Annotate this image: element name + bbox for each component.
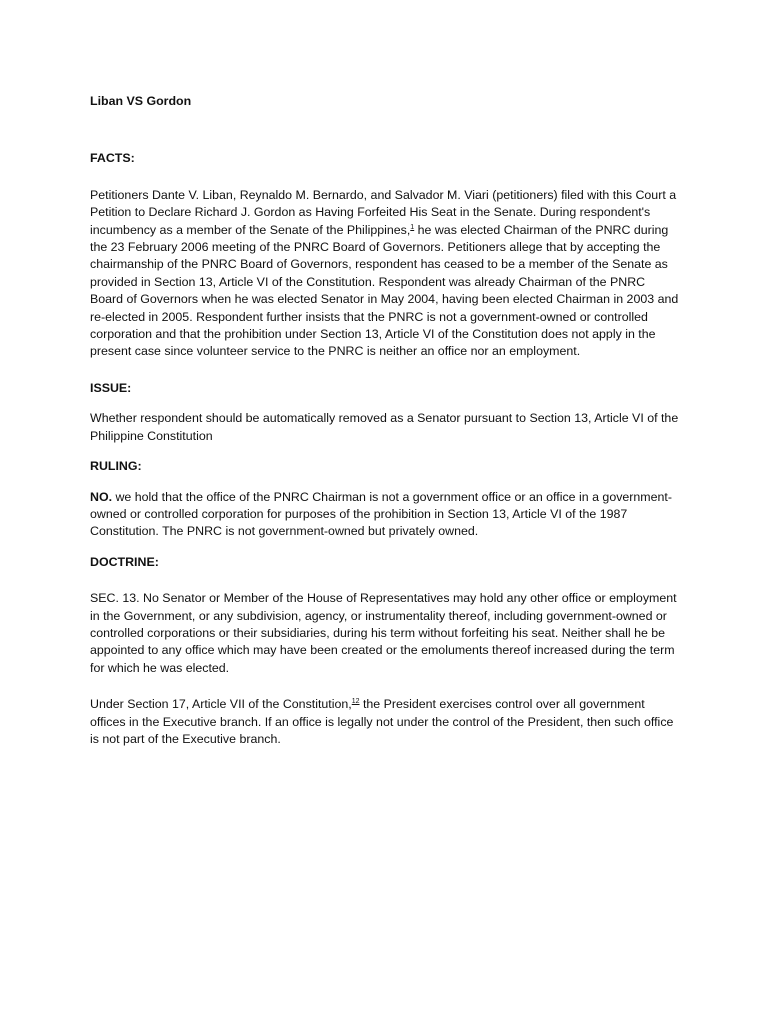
sec17-text-part1: Under Section 17, Article VII of the Constitution, bbox=[90, 697, 352, 712]
spacer bbox=[90, 541, 680, 554]
ruling-lead: NO. bbox=[90, 489, 113, 504]
ruling-heading: RULING: bbox=[90, 459, 142, 474]
spacer bbox=[90, 397, 680, 410]
facts-text-part1: Petitioners Dante V. Liban, Reynaldo M. Bernardo, and Salvador M. Viari (petitioners) filed with this Court a Petition to Declare Richard J. Gordon as Having Forfeited His Seat in the Senate. During respondent's incumbency as a member of the Senate of the Philippines, bbox=[90, 187, 677, 237]
issue-heading: ISSUE: bbox=[90, 380, 132, 395]
spacer bbox=[90, 677, 680, 696]
spacer bbox=[90, 361, 680, 380]
spacer bbox=[90, 168, 680, 187]
doctrine-sec13-paragraph: SEC. 13. No Senator or Member of the House of Representatives may hold any other office or employment in the Government, or any subdivision, agency, or instrumentality thereof, including government-owned or controlled corporations or their subsidiaries, during his term without forfeiting his seat. Neither shall he be appointed to any office which may have been created or the emoluments thereof increased during the term for which he was elected. bbox=[90, 591, 677, 675]
spacer bbox=[90, 476, 680, 489]
facts-text-part2: he was elected Chairman of the PNRC during the 23 February 2006 meeting of the PNRC Board of Governors. Petitioners allege that by accepting the chairmanship of the PNRC Board of Governors, respondent has ceased to be a member of the Senate as provided in Section 13, Article VI of the Constitution. Respondent was already Chairman of the PNRC Board of Governors when he was elected Senator in May 2004, having been elected Chairman in 2003 and re-elected in 2005. Respondent further insists that the PNRC is not a government-owned or controlled corporation and that the prohibition under Section 13, Article VI of the Constitution does not apply in the present case since volunteer service to the PNRC is neither an office nor an employment. bbox=[90, 222, 679, 359]
doctrine-heading: DOCTRINE: bbox=[90, 554, 159, 569]
ruling-paragraph bbox=[90, 489, 680, 541]
document-page bbox=[90, 93, 680, 748]
doctrine-sec17-paragraph bbox=[90, 696, 680, 748]
footnote-link-12[interactable]: 12 bbox=[351, 698, 360, 706]
sec17-text-part2: the President exercises control over all government offices in the Executive branch. If an office is legally not under the control of the President, then such office is not part of the Executive branch. bbox=[90, 697, 674, 746]
spacer bbox=[90, 445, 680, 458]
footnote-link-1[interactable]: 1 bbox=[410, 223, 415, 231]
ruling-text: we hold that the office of the PNRC Chairman is not a government office or an office in a government-owned or controlled corporation for purposes of the prohibition in Section 13, Article VI of the 1987 Constitution. The PNRC is not government-owned but privately owned. bbox=[90, 489, 672, 539]
facts-heading: FACTS: bbox=[90, 151, 135, 166]
spacer bbox=[90, 571, 680, 590]
facts-paragraph bbox=[90, 187, 680, 361]
issue-paragraph: Whether respondent should be automatically removed as a Senator pursuant to Section 13, Article VI of the Philippine Constitution bbox=[90, 411, 679, 443]
document-title: Liban VS Gordon bbox=[90, 94, 192, 108]
